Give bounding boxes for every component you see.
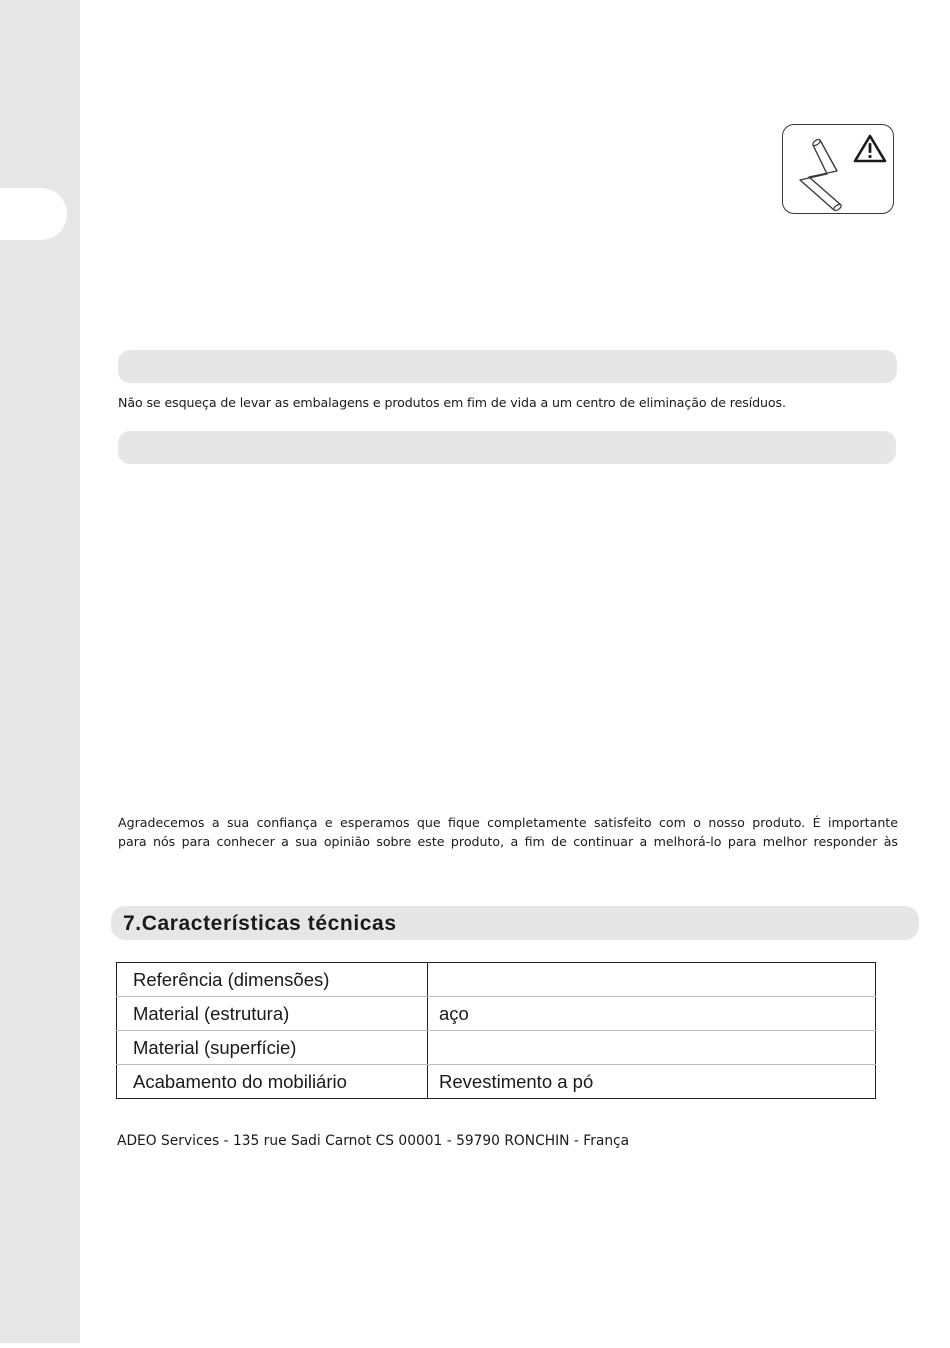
warning-triangle-icon [783,125,895,215]
feedback-line-2: para nós para conhecer a sua opinião sobre este produto, a fim de continuar a melhorá-lo para melhor responder às [118,834,898,849]
page-tab-marker [0,188,67,240]
spec-value [428,963,876,997]
section-bar-feedback [118,431,896,464]
table-row [117,1031,876,1065]
spec-label: Material (estrutura) [117,997,428,1031]
table-row [117,1065,876,1099]
specs-title: 7.Características técnicas [123,912,397,935]
spec-value: Revestimento a pó [428,1065,876,1099]
feedback-line-1: Agradecemos a sua confiança e esperamos que fique completamente satisfeito com o nosso produto. É importante [118,815,898,830]
spec-label: Referência (dimensões) [117,963,428,997]
spec-value: aço [428,997,876,1031]
specs-table [116,962,876,1099]
table-row [117,963,876,997]
section-bar-specs [111,906,919,940]
recycling-notice: Não se esqueça de levar as embalagens e produtos em fim de vida a um centro de eliminação de resíduos. [118,395,786,410]
spec-label: Material (superfície) [117,1031,428,1065]
tool-pictogram [782,124,894,214]
section-bar-disposal [118,350,897,383]
company-address: ADEO Services - 135 rue Sadi Carnot CS 00001 - 59790 RONCHIN - França [117,1133,630,1149]
spec-label: Acabamento do mobiliário [117,1065,428,1099]
spec-value [428,1031,876,1065]
table-row [117,997,876,1031]
